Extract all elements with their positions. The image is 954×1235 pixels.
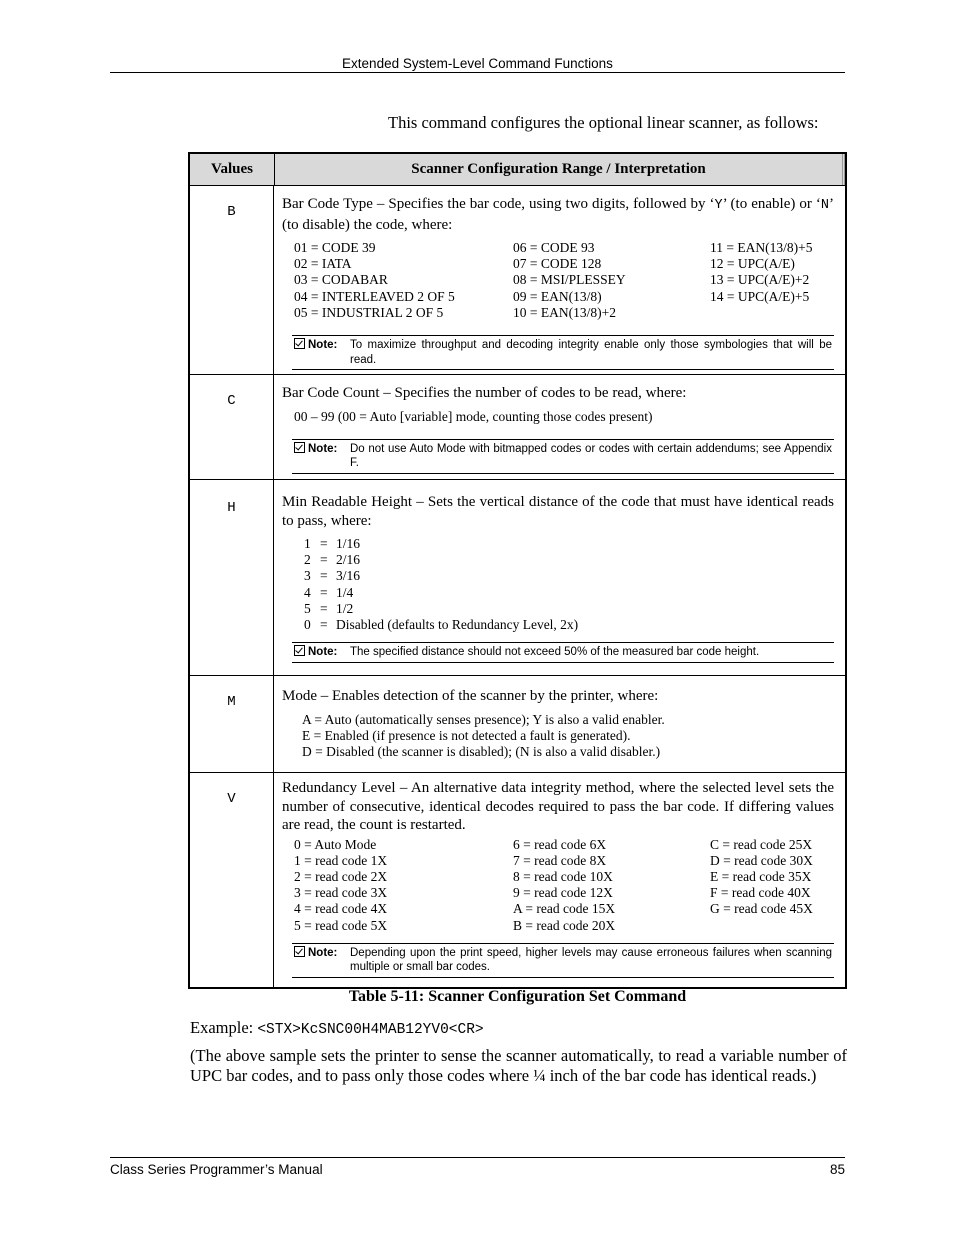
list-item: D = Disabled (the scanner is disabled); (N is also a valid disabler.) [302, 743, 661, 759]
description-m: Mode – Enables detection of the scanner by the printer, where: [282, 688, 659, 704]
list-item: 4 = read code 4X [294, 901, 388, 917]
description-c: Bar Code Count – Specifies the number of codes to be read, where: [282, 385, 687, 401]
footer-rule [110, 1157, 845, 1158]
desc-b-n: N [820, 198, 830, 213]
table-row-m [190, 676, 845, 773]
list-item: F = read code 40X [710, 885, 811, 901]
checkbox-icon [294, 645, 305, 656]
note-text: Do not use Auto Mode with bitmapped codes or codes with certain addendums; see Appendix F. [350, 442, 832, 470]
description-b [282, 195, 834, 234]
table-row-v [190, 773, 845, 987]
list-item: 8 = read code 10X [513, 868, 613, 884]
list-item: 0 = Auto Mode [294, 836, 377, 852]
desc-b-y: Y [714, 198, 723, 213]
note-text: Depending upon the print speed, higher levels may cause erroneous failures when scanning multiple or small bar codes. [350, 946, 832, 974]
redundancy-options [282, 837, 834, 934]
list-item: 5 = 1/2 [304, 600, 354, 616]
list-item: 9 = read code 12X [513, 885, 613, 901]
list-item: 11 = EAN(13/8)+5 [710, 240, 813, 255]
note-label: Note: [308, 442, 338, 455]
running-header: Extended System-Level Command Functions [342, 56, 613, 71]
list-item: G = read code 45X [710, 901, 813, 917]
desc-cell-b [274, 186, 845, 374]
table-caption: Table 5-11: Scanner Configuration Set Command [348, 988, 687, 1005]
list-item: 06 = CODE 93 [513, 240, 595, 255]
desc-cell-v [274, 773, 845, 987]
value-m: M [190, 676, 274, 772]
footer-manual-title: Class Series Programmer’s Manual [110, 1162, 323, 1177]
header-values: Values [190, 154, 275, 185]
example-label: Example: [190, 1018, 258, 1037]
options-column-3 [710, 837, 834, 934]
barcode-type-options [282, 240, 834, 321]
list-item: 0 = Disabled (defaults to Redundancy Level, 2x) [304, 617, 579, 633]
barcode-count-options [282, 409, 834, 425]
checkbox-icon [294, 338, 305, 349]
list-item: A = Auto (automatically senses presence); Y is also a valid enabler. [302, 711, 665, 727]
options-column-2 [513, 837, 710, 934]
list-item: 04 = INTERLEAVED 2 OF 5 [294, 288, 455, 304]
note-b [292, 335, 834, 370]
example-line [190, 1018, 484, 1038]
list-item: 7 = read code 8X [513, 852, 607, 868]
header-rule [110, 72, 845, 73]
list-item: 4 = 1/4 [304, 584, 354, 600]
desc-b-part2: ’ (to enable) or ‘ [722, 196, 821, 212]
value-h: H [190, 480, 274, 675]
list-item: 02 = IATA [294, 256, 352, 272]
desc-b-part1: Bar Code Type – Specifies the bar code, using two digits, followed by ‘ [282, 196, 715, 212]
list-item: 03 = CODABAR [294, 272, 388, 288]
list-item: D = read code 30X [710, 852, 813, 868]
page-number: 85 [829, 1162, 845, 1177]
list-item: 1 = read code 1X [294, 852, 388, 868]
explanation-paragraph: (The above sample sets the printer to sense the scanner automatically, to read a variable number of UPC bar codes, and to pass only those codes where ¼ inch of the bar code has identical reads.) [190, 1046, 847, 1085]
list-item: 05 = INDUSTRIAL 2 OF 5 [294, 304, 444, 320]
options-column-1 [294, 240, 513, 321]
table-header-row [190, 154, 845, 186]
list-item: 01 = CODE 39 [294, 240, 376, 255]
value-c: C [190, 375, 274, 479]
note-label: Note: [308, 646, 338, 659]
intro-text: This command configures the optional linear scanner, as follows: [388, 113, 819, 132]
note-v [292, 943, 834, 978]
list-item: 3 = 3/16 [304, 568, 361, 584]
desc-cell-c [274, 375, 845, 479]
list-item: 2 = read code 2X [294, 868, 388, 884]
table-row-c [190, 375, 845, 480]
value-b: B [190, 186, 274, 374]
list-item: E = read code 35X [710, 868, 812, 884]
table-row-h [190, 480, 845, 676]
description-v: Redundancy Level – An alternative data integrity method, where the selected level sets the number of consecutive, identical decodes required to pass the bar code. If differing values are read, the count is restarted. [282, 780, 834, 833]
scanner-config-table [188, 152, 847, 989]
list-item: 07 = CODE 128 [513, 256, 602, 272]
note-label: Note: [308, 946, 338, 959]
list-item: A = read code 15X [513, 901, 616, 917]
checkbox-icon [294, 442, 305, 453]
list-item: 5 = read code 5X [294, 917, 388, 933]
mode-options [282, 712, 834, 761]
desc-cell-m [274, 676, 845, 772]
list-item: E = Enabled (if presence is not detected a fault is generated). [302, 727, 631, 743]
list-item: 08 = MSI/PLESSEY [513, 272, 626, 288]
note-label: Note: [308, 339, 338, 352]
table-row-b [190, 186, 845, 375]
options-column-3 [710, 240, 834, 321]
list-item: 3 = read code 3X [294, 885, 388, 901]
list-item: 1 = 1/16 [304, 536, 361, 551]
header-range: Scanner Configuration Range / Interpretation [275, 154, 845, 185]
desc-cell-h [274, 480, 845, 675]
description-h: Min Readable Height – Sets the vertical distance of the code that must have identical reads to pass, where: [282, 494, 834, 529]
list-item: 12 = UPC(A/E) [710, 256, 795, 272]
note-c [292, 439, 834, 474]
list-item: 14 = UPC(A/E)+5 [710, 288, 810, 304]
list-item: B = read code 20X [513, 917, 616, 933]
options-column-2 [513, 240, 710, 321]
checkbox-icon [294, 946, 305, 957]
list-item: 13 = UPC(A/E)+2 [710, 272, 810, 288]
note-h [292, 642, 834, 663]
list-item: 2 = 2/16 [304, 552, 361, 568]
desc-b-part3: ’ (to disable) the code, where: [282, 196, 835, 233]
note-text: The specified distance should not exceed 50% of the measured bar code height. [350, 646, 760, 659]
list-item: C = read code 25X [710, 836, 813, 852]
example-code: <STX>KcSNC00H4MAB12YV0<CR> [257, 1022, 484, 1038]
list-item: 09 = EAN(13/8) [513, 288, 602, 304]
list-item: 00 – 99 (00 = Auto [variable] mode, counting those codes present) [294, 408, 653, 424]
min-height-options [282, 536, 834, 633]
list-item: 10 = EAN(13/8)+2 [513, 304, 616, 320]
value-v: V [190, 773, 274, 987]
options-column-1 [294, 837, 513, 934]
list-item: 6 = read code 6X [513, 836, 607, 852]
note-text: To maximize throughput and decoding integrity enable only those symbologies that will be read. [350, 339, 832, 366]
